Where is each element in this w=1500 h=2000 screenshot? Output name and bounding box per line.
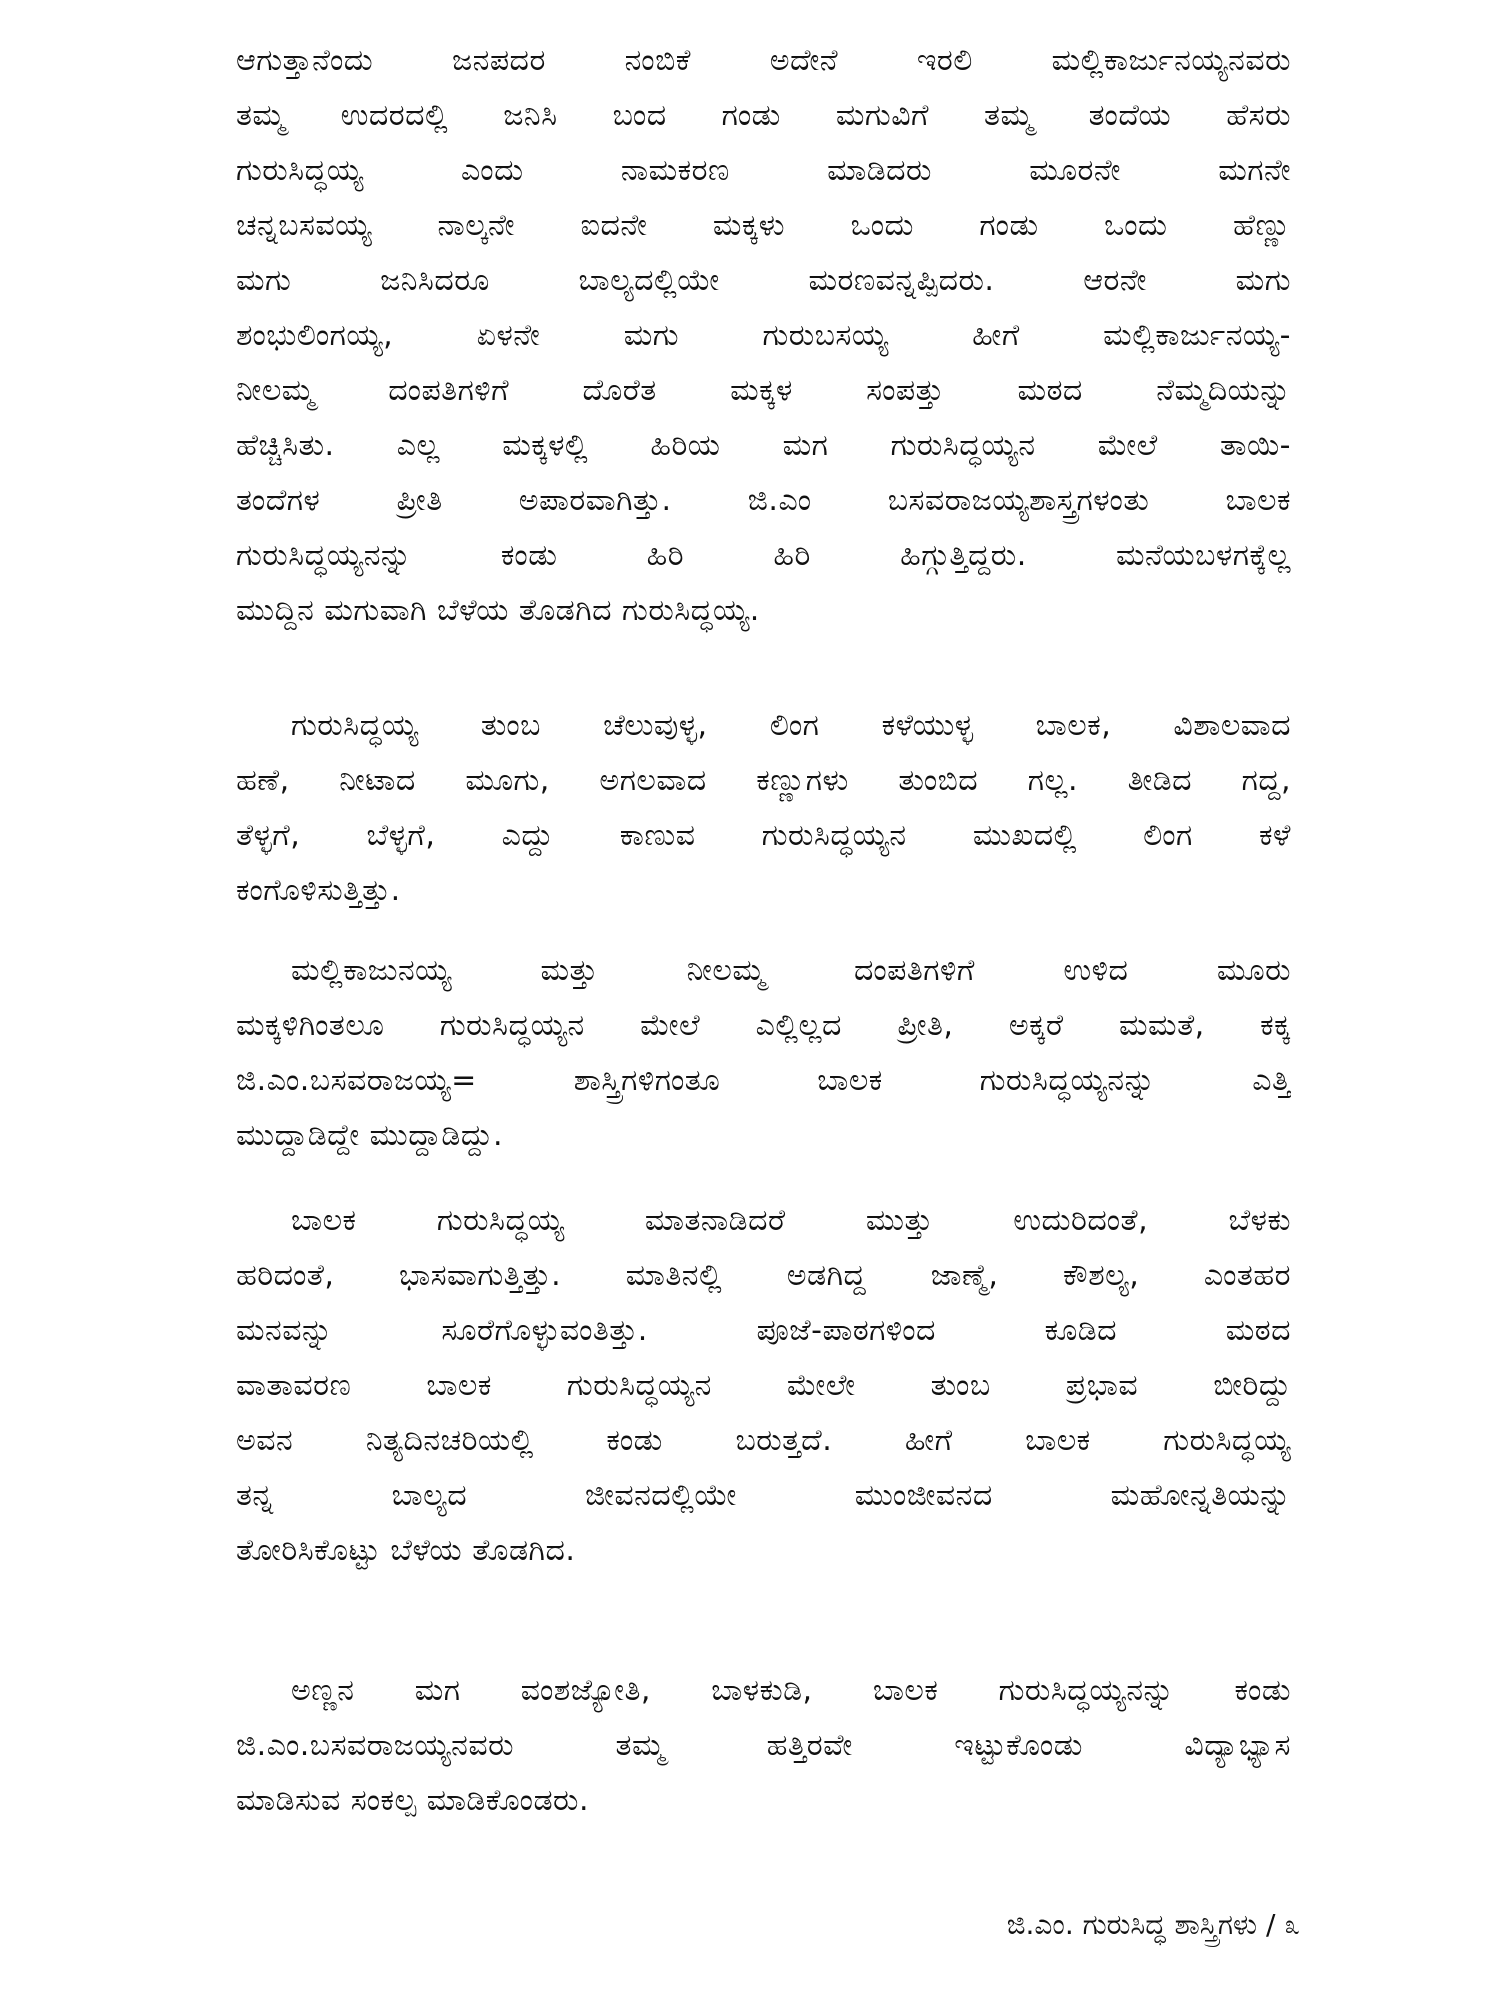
text-line: ಗುರುಸಿದ್ಧಯ್ಯನನ್ನು ಕಂಡು ಹಿರಿ ಹಿರಿ ಹಿಗ್ಗುತ್ತಿದ್ದರು. ಮನೆಯಬಳಗಕ್ಕೆಲ್ಲ — [236, 538, 1291, 573]
text-line: ತಂದೆಗಳ ಪ್ರೀತಿ ಅಪಾರವಾಗಿತ್ತು. ಜಿ.ಎಂ ಬಸವರಾಜಯ್ಯಶಾಸ್ತ್ರಗಳಂತು ಬಾಲಕ — [236, 483, 1291, 518]
text-line: ಶಂಭುಲಿಂಗಯ್ಯ, ಏಳನೇ ಮಗು ಗುರುಬಸಯ್ಯ ಹೀಗೆ ಮಲ್ಲಿಕಾರ್ಜುನಯ್ಯ- — [236, 318, 1291, 353]
text-line: ಹಣೆ, ನೀಟಾದ ಮೂಗು, ಅಗಲವಾದ ಕಣ್ಣುಗಳು ತುಂಬಿದ ಗಲ್ಲ. ತೀಡಿದ ಗದ್ದ, — [236, 763, 1291, 798]
page-footer: ಜಿ.ಎಂ. ಗುರುಸಿದ್ಧ ಶಾಸ್ತ್ರಿಗಳು / ೩ — [1006, 1908, 1300, 1941]
paragraph-5 — [236, 1663, 1291, 1828]
text-line: ಹರಿದಂತೆ, ಭಾಸವಾಗುತ್ತಿತ್ತು. ಮಾತಿನಲ್ಲಿ ಅಡಗಿದ್ದ ಜಾಣ್ಮೆ, ಕೌಶಲ್ಯ, ಎಂತಹರ — [236, 1258, 1291, 1293]
text-line: ಮಾಡಿಸುವ ಸಂಕಲ್ಪ ಮಾಡಿಕೊಂಡರು. — [236, 1783, 589, 1818]
text-line: ಜಿ.ಎಂ.ಬಸವರಾಜಯ್ಯ= ಶಾಸ್ತ್ರಿಗಳಿಗಂತೂ ಬಾಲಕ ಗುರುಸಿದ್ಧಯ್ಯನನ್ನು ಎತ್ತಿ — [236, 1063, 1291, 1098]
text-line: ಗುರುಸಿದ್ಧಯ್ಯ ಎಂದು ನಾಮಕರಣ ಮಾಡಿದರು ಮೂರನೇ ಮಗನೇ — [236, 153, 1291, 188]
paragraph-2 — [236, 698, 1291, 918]
text-line: ತನ್ನ ಬಾಲ್ಯದ ಜೀವನದಲ್ಲಿಯೇ ಮುಂಜೀವನದ ಮಹೋನ್ನತಿಯನ್ನು — [236, 1478, 1291, 1513]
paragraph-4 — [236, 1193, 1291, 1578]
text-line: ಅವನ ನಿತ್ಯದಿನಚರಿಯಲ್ಲಿ ಕಂಡು ಬರುತ್ತದೆ. ಹೀಗೆ ಬಾಲಕ ಗುರುಸಿದ್ಧಯ್ಯ — [236, 1423, 1291, 1458]
text-line: ವಾತಾವರಣ ಬಾಲಕ ಗುರುಸಿದ್ಧಯ್ಯನ ಮೇಲೇ ತುಂಬ ಪ್ರಭಾವ ಬೀರಿದ್ದು — [236, 1368, 1291, 1403]
text-line: ತಮ್ಮ ಉದರದಲ್ಲಿ ಜನಿಸಿ ಬಂದ ಗಂಡು ಮಗುವಿಗೆ ತಮ್ಮ ತಂದೆಯ ಹೆಸರು — [236, 98, 1291, 133]
text-line: ತೋರಿಸಿಕೊಟ್ಟು ಬೆಳೆಯ ತೊಡಗಿದ. — [236, 1533, 576, 1568]
text-line: ಮಲ್ಲಿಕಾಜುನಯ್ಯ ಮತ್ತು ನೀಲಮ್ಮ ದಂಪತಿಗಳಿಗೆ ಉಳಿದ ಮೂರು — [291, 953, 1291, 988]
paragraph-1 — [236, 33, 1291, 638]
text-line: ಮಗು ಜನಿಸಿದರೂ ಬಾಲ್ಯದಲ್ಲಿಯೇ ಮರಣವನ್ನಪ್ಪಿದರು. ಆರನೇ ಮಗು — [236, 263, 1291, 298]
text-line: ಗುರುಸಿದ್ಧಯ್ಯ ತುಂಬ ಚೆಲುವುಳ್ಳ, ಲಿಂಗ ಕಳೆಯುಳ್ಳ ಬಾಲಕ, ವಿಶಾಲವಾದ — [291, 708, 1291, 743]
text-line: ಮುದ್ದಿನ ಮಗುವಾಗಿ ಬೆಳೆಯ ತೊಡಗಿದ ಗುರುಸಿದ್ಧಯ್ಯ. — [236, 593, 760, 628]
text-line: ಕಂಗೊಳಿಸುತ್ತಿತ್ತು. — [236, 873, 401, 908]
text-line: ಮನವನ್ನು ಸೂರೆಗೊಳ್ಳುವಂತಿತ್ತು. ಪೂಜೆ-ಪಾಠಗಳಿಂದ ಕೂಡಿದ ಮಠದ — [236, 1313, 1291, 1348]
text-line: ಜಿ.ಎಂ.ಬಸವರಾಜಯ್ಯನವರು ತಮ್ಮ ಹತ್ತಿರವೇ ಇಟ್ಟುಕೊಂಡು ವಿದ್ಯಾಭ್ಯಾಸ — [236, 1728, 1291, 1763]
text-line: ಮುದ್ದಾಡಿದ್ದೇ ಮುದ್ದಾಡಿದ್ದು. — [236, 1118, 504, 1153]
text-line: ಹೆಚ್ಚಿಸಿತು. ಎಲ್ಲ ಮಕ್ಕಳಲ್ಲಿ ಹಿರಿಯ ಮಗ ಗುರುಸಿದ್ಧಯ್ಯನ ಮೇಲೆ ತಾಯಿ- — [236, 428, 1291, 463]
text-line: ಮಕ್ಕಳಿಗಿಂತಲೂ ಗುರುಸಿದ್ಧಯ್ಯನ ಮೇಲೆ ಎಲ್ಲಿಲ್ಲದ ಪ್ರೀತಿ, ಅಕ್ಕರೆ ಮಮತೆ, ಕಕ್ಕ — [236, 1008, 1291, 1043]
text-line: ತೆಳ್ಳಗೆ, ಬೆಳ್ಳಗೆ, ಎದ್ದು ಕಾಣುವ ಗುರುಸಿದ್ಧಯ್ಯನ ಮುಖದಲ್ಲಿ ಲಿಂಗ ಕಳೆ — [236, 818, 1291, 853]
text-line: ಚನ್ನಬಸವಯ್ಯ ನಾಲ್ಕನೇ ಐದನೇ ಮಕ್ಕಳು ಒಂದು ಗಂಡು ಒಂದು ಹೆಣ್ಣು — [236, 208, 1291, 243]
text-line: ಬಾಲಕ ಗುರುಸಿದ್ಧಯ್ಯ ಮಾತನಾಡಿದರೆ ಮುತ್ತು ಉದುರಿದಂತೆ, ಬೆಳಕು — [291, 1203, 1291, 1238]
text-line: ಆಗುತ್ತಾನೆಂದು ಜನಪದರ ನಂಬಿಕೆ ಅದೇನೆ ಇರಲಿ ಮಲ್ಲಿಕಾರ್ಜುನಯ್ಯನವರು — [236, 43, 1291, 78]
text-line: ನೀಲಮ್ಮ ದಂಪತಿಗಳಿಗೆ ದೊರೆತ ಮಕ್ಕಳ ಸಂಪತ್ತು ಮಠದ ನೆಮ್ಮದಿಯನ್ನು — [236, 373, 1291, 408]
text-line: ಅಣ್ಣನ ಮಗ ವಂಶಜ್ಯೋತಿ, ಬಾಳಕುಡಿ, ಬಾಲಕ ಗುರುಸಿದ್ಧಯ್ಯನನ್ನು ಕಂಡು — [291, 1673, 1291, 1708]
paragraph-3 — [236, 943, 1291, 1163]
